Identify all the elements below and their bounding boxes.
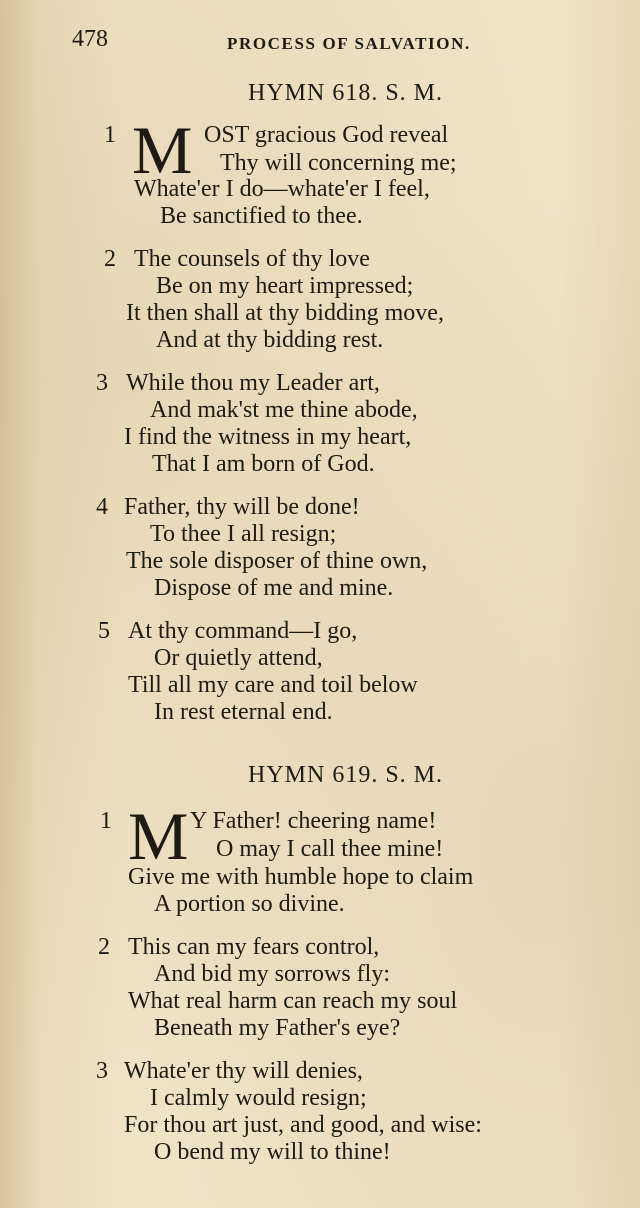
stanza-number: 3 — [96, 370, 108, 396]
drop-cap: M — [132, 112, 191, 188]
verse-line: Be sanctified to thee. — [160, 203, 363, 229]
verse-line: Give me with humble hope to claim — [128, 864, 474, 890]
verse-line: That I am born of God. — [152, 451, 375, 477]
verse-line: For thou art just, and good, and wise: — [124, 1112, 482, 1138]
stanza-number: 2 — [104, 246, 116, 272]
verse-line: At thy command—I go, — [128, 618, 358, 644]
verse-line: I find the witness in my heart, — [124, 424, 412, 450]
verse-line: Or quietly attend, — [154, 645, 323, 671]
verse-line: Till all my care and toil below — [128, 672, 418, 698]
verse-line: The sole disposer of thine own, — [126, 548, 428, 574]
verse-line: Dispose of me and mine. — [154, 575, 394, 601]
verse-line: What real harm can reach my soul — [128, 988, 458, 1014]
verse-line: The counsels of thy love — [134, 246, 370, 272]
verse-line: O bend my will to thine! — [154, 1139, 391, 1165]
verse-line: To thee I all resign; — [150, 521, 337, 547]
drop-cap: M — [128, 798, 187, 874]
stanza-number: 3 — [96, 1058, 108, 1084]
verse-line: This can my fears control, — [128, 934, 380, 960]
verse-line: Whate'er I do—whate'er I feel, — [134, 176, 430, 202]
verse-line: Father, thy will be done! — [124, 494, 360, 520]
verse-line: O may I call thee mine! — [216, 836, 444, 862]
page-number: 478 — [72, 26, 108, 52]
verse-line: And at thy bidding rest. — [156, 327, 384, 353]
verse-line: Thy will concerning me; — [220, 150, 457, 176]
hymn-title: HYMN 619. S. M. — [248, 762, 444, 788]
verse-line: In rest eternal end. — [154, 699, 333, 725]
verse-line: It then shall at thy bidding move, — [126, 300, 444, 326]
verse-line: Beneath my Father's eye? — [154, 1015, 401, 1041]
stanza-number: 5 — [98, 618, 110, 644]
hymn-title: HYMN 618. S. M. — [248, 80, 444, 106]
running-head: PROCESS OF SALVATION. — [227, 34, 471, 53]
verse-line: OST gracious God reveal — [204, 122, 449, 148]
verse-line: Whate'er thy will denies, — [124, 1058, 363, 1084]
page-header — [72, 26, 532, 56]
stanza-number: 1 — [104, 122, 116, 148]
stanza-number: 4 — [96, 494, 108, 520]
verse-line: While thou my Leader art, — [126, 370, 380, 396]
verse-line: A portion so divine. — [154, 891, 345, 917]
verse-line: Be on my heart impressed; — [156, 273, 414, 299]
stanza-number: 1 — [100, 808, 112, 834]
verse-line: I calmly would resign; — [150, 1085, 367, 1111]
verse-line: Y Father! cheering name! — [190, 808, 437, 834]
stanza-number: 2 — [98, 934, 110, 960]
verse-line: And mak'st me thine abode, — [150, 397, 418, 423]
verse-line: And bid my sorrows fly: — [154, 961, 390, 987]
